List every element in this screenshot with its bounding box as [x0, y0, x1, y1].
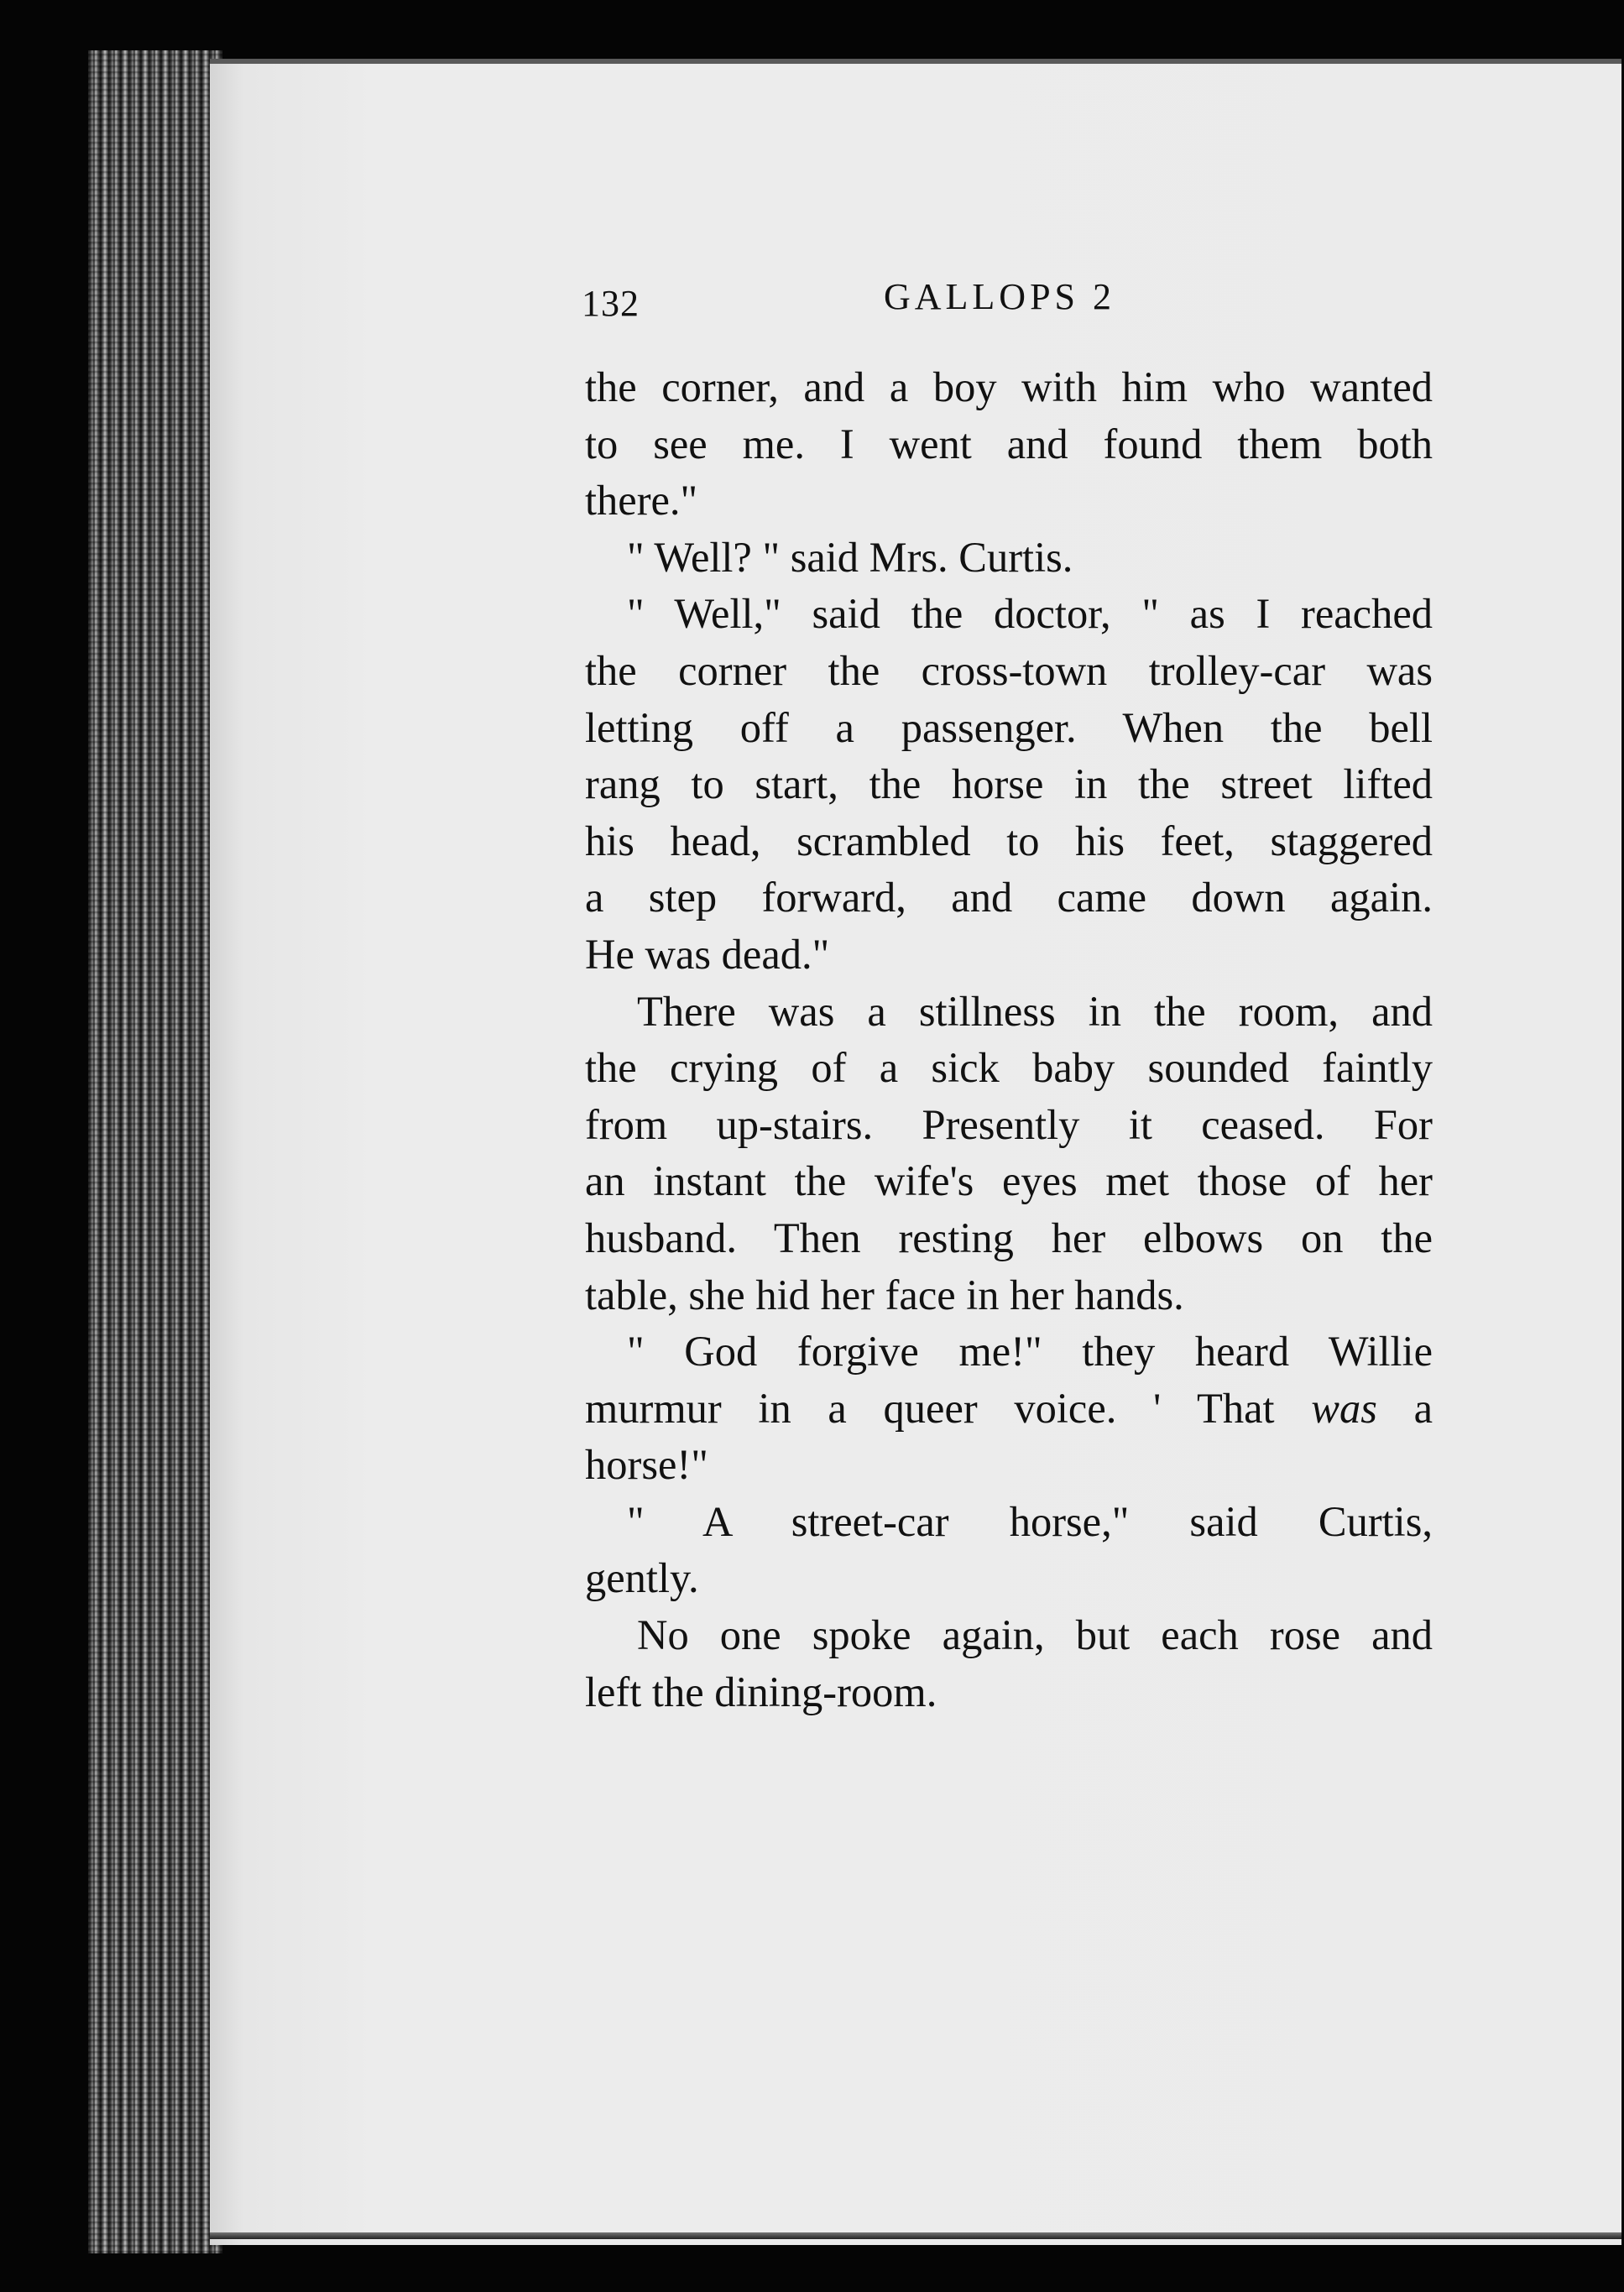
text-line: there."	[585, 477, 698, 525]
running-head	[582, 275, 1421, 326]
body-text	[585, 359, 1433, 1720]
text-line: He was dead."	[585, 930, 830, 978]
text-line: to see me. I went and found them both	[585, 420, 1433, 467]
text-line: husband. Then resting her elbows on the	[585, 1214, 1433, 1261]
text-line: an instant the wife's eyes met those of her	[585, 1157, 1433, 1205]
text-line: horse!"	[585, 1441, 708, 1489]
text-line: rang to start, the horse in the street lifted	[585, 760, 1433, 808]
page-number: 132	[582, 283, 640, 324]
text-line: letting off a passenger. When the bell	[585, 703, 1433, 751]
text-line	[585, 1381, 1433, 1438]
text-line: a step forward, and came down again.	[585, 874, 1433, 921]
text-line: There was a stillness in the room, and	[637, 987, 1433, 1035]
text-fragment: a	[1376, 1384, 1433, 1432]
text-line: " God forgive me!" they heard Willie	[627, 1328, 1433, 1376]
text-line: the crying of a sick baby sounded faintly	[585, 1044, 1433, 1092]
text-line: the corner, and a boy with him who wanted	[585, 363, 1433, 410]
text-line: " A street-car horse," said Curtis,	[627, 1497, 1433, 1545]
text-line: No one spoke again, but each rose and	[637, 1611, 1433, 1659]
text-line: left the dining-room.	[585, 1668, 937, 1715]
running-title: GALLOPS 2	[884, 276, 1116, 317]
text-line: his head, scrambled to his feet, staggered	[585, 817, 1433, 864]
text-line: " Well," said the doctor, " as I reached	[627, 590, 1433, 638]
text-line: table, she hid her face in her hands.	[585, 1271, 1184, 1318]
page-top-edge	[210, 59, 1621, 64]
book-spine-edge	[88, 50, 222, 2253]
page-bottom-edge	[210, 2232, 1621, 2239]
text-line: gently.	[585, 1554, 699, 1602]
text-line: " Well? " said Mrs. Curtis.	[627, 533, 1073, 581]
text-line: from up-stairs. Presently it ceased. For	[585, 1100, 1433, 1148]
text-line: the corner the cross-town trolley-car was	[585, 646, 1433, 694]
text-fragment: murmur in a queer voice. ' That	[585, 1384, 1312, 1432]
italic-word: was	[1311, 1384, 1377, 1432]
